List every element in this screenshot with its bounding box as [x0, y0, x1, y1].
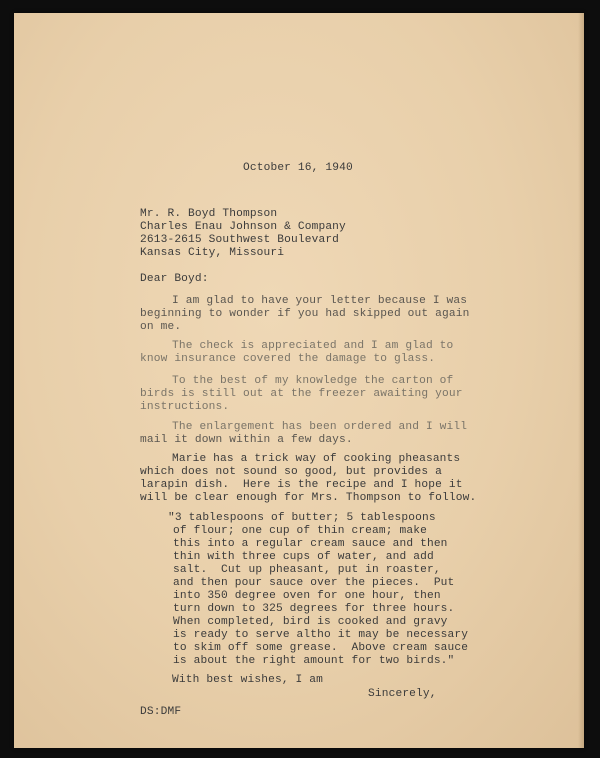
paragraph-3-line-2: birds is still out at the freezer awaiting your	[140, 388, 463, 400]
recipe-line-1: "3 tablespoons of butter; 5 tablespoons	[168, 512, 436, 524]
paragraph-1-line-1: I am glad to have your letter because I was	[172, 295, 468, 307]
recipe-line-8: turn down to 325 degrees for three hours.	[173, 603, 455, 615]
paragraph-5-line-2: which does not sound so good, but provides a	[140, 466, 442, 478]
paragraph-3-line-1: To the best of my knowledge the carton of	[172, 375, 454, 387]
paragraph-5-line-4: will be clear enough for Mrs. Thompson to follow.	[140, 492, 477, 504]
recipe-line-6: and then pour sauce over the pieces. Put	[173, 577, 455, 589]
letter-date: October 16, 1940	[243, 162, 353, 174]
recipe-line-4: thin with three cups of water, and add	[173, 551, 434, 563]
paragraph-5-line-1: Marie has a trick way of cooking pheasants	[172, 453, 461, 465]
page-edge-shadow	[578, 13, 584, 748]
recipe-line-12: is about the right amount for two birds."	[173, 655, 455, 667]
paragraph-2-line-1: The check is appreciated and I am glad to	[172, 340, 454, 352]
recipe-line-2: of flour; one cup of thin cream; make	[173, 525, 427, 537]
paragraph-1-line-2: beginning to wonder if you had skipped out again	[140, 308, 470, 320]
address-line-company: Charles Enau Johnson & Company	[140, 221, 346, 233]
signoff: Sincerely,	[368, 688, 437, 700]
salutation: Dear Boyd:	[140, 273, 209, 285]
address-line-city: Kansas City, Missouri	[140, 247, 285, 259]
paragraph-1-line-3: on me.	[140, 321, 182, 333]
recipe-line-7: into 350 degree oven for one hour, then	[173, 590, 441, 602]
typist-initials: DS:DMF	[140, 706, 182, 718]
recipe-line-3: this into a regular cream sauce and then	[173, 538, 448, 550]
closing-line: With best wishes, I am	[172, 674, 323, 686]
recipe-line-11: to skim off some grease. Above cream sauce	[173, 642, 469, 654]
paragraph-5-line-3: larapin dish. Here is the recipe and I hope it	[140, 479, 463, 491]
paragraph-3-line-3: instructions.	[140, 401, 230, 413]
recipe-line-5: salt. Cut up pheasant, put in roaster,	[173, 564, 441, 576]
recipe-line-9: When completed, bird is cooked and gravy	[173, 616, 448, 628]
recipe-line-10: is ready to serve altho it may be necessary	[173, 629, 469, 641]
paragraph-4-line-2: mail it down within a few days.	[140, 434, 353, 446]
paragraph-4-line-1: The enlargement has been ordered and I will	[172, 421, 468, 433]
paragraph-2-line-2: know insurance covered the damage to glass.	[140, 353, 436, 365]
address-line-street: 2613-2615 Southwest Boulevard	[140, 234, 340, 246]
address-line-name: Mr. R. Boyd Thompson	[140, 208, 278, 220]
